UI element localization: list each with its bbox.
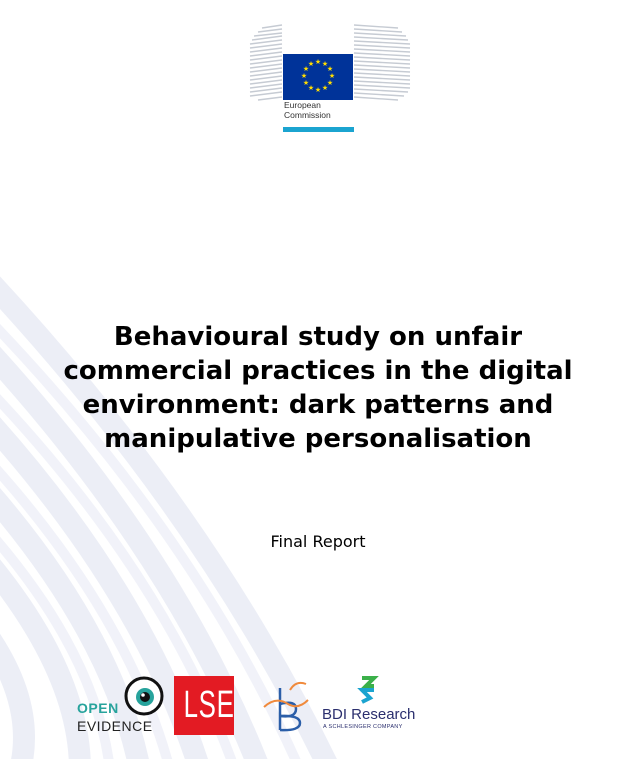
svg-text:★: ★ [326,79,334,87]
bdi-research-logo [322,676,422,734]
b-wave-logo-icon [262,678,314,734]
open-evidence-word1: OPEN [77,700,119,716]
bdi-tagline: A SCHLESINGER COMPANY [323,724,403,730]
svg-text:★: ★ [307,84,315,92]
svg-text:★: ★ [321,60,329,68]
svg-text:★: ★ [321,84,329,92]
open-evidence-word2: EVIDENCE [77,718,153,734]
publisher-name [284,100,331,120]
svg-text:★: ★ [307,60,315,68]
lse-text: LSE [183,684,235,726]
svg-text:★: ★ [300,72,308,80]
svg-text:★: ★ [326,65,334,73]
svg-text:★: ★ [302,79,310,87]
report-subtitle: Final Report [270,532,366,551]
bdi-name: BDI Research [322,706,416,723]
publisher-name-line1: European [284,100,321,110]
eye-icon [123,675,165,717]
publisher-accent-bar [283,127,354,132]
svg-text:★: ★ [314,58,322,66]
lse-logo [174,676,234,735]
report-title: Behavioural study on unfair commercial practices in the digital environment: dark patterns and manipulative personalisation [63,322,573,454]
publisher-name-line2: Commission [284,110,331,120]
open-evidence-logo [77,673,173,735]
bdi-mark-icon [356,676,380,704]
svg-text:★: ★ [328,72,336,80]
svg-text:★: ★ [314,86,322,94]
svg-text:★: ★ [302,65,310,73]
